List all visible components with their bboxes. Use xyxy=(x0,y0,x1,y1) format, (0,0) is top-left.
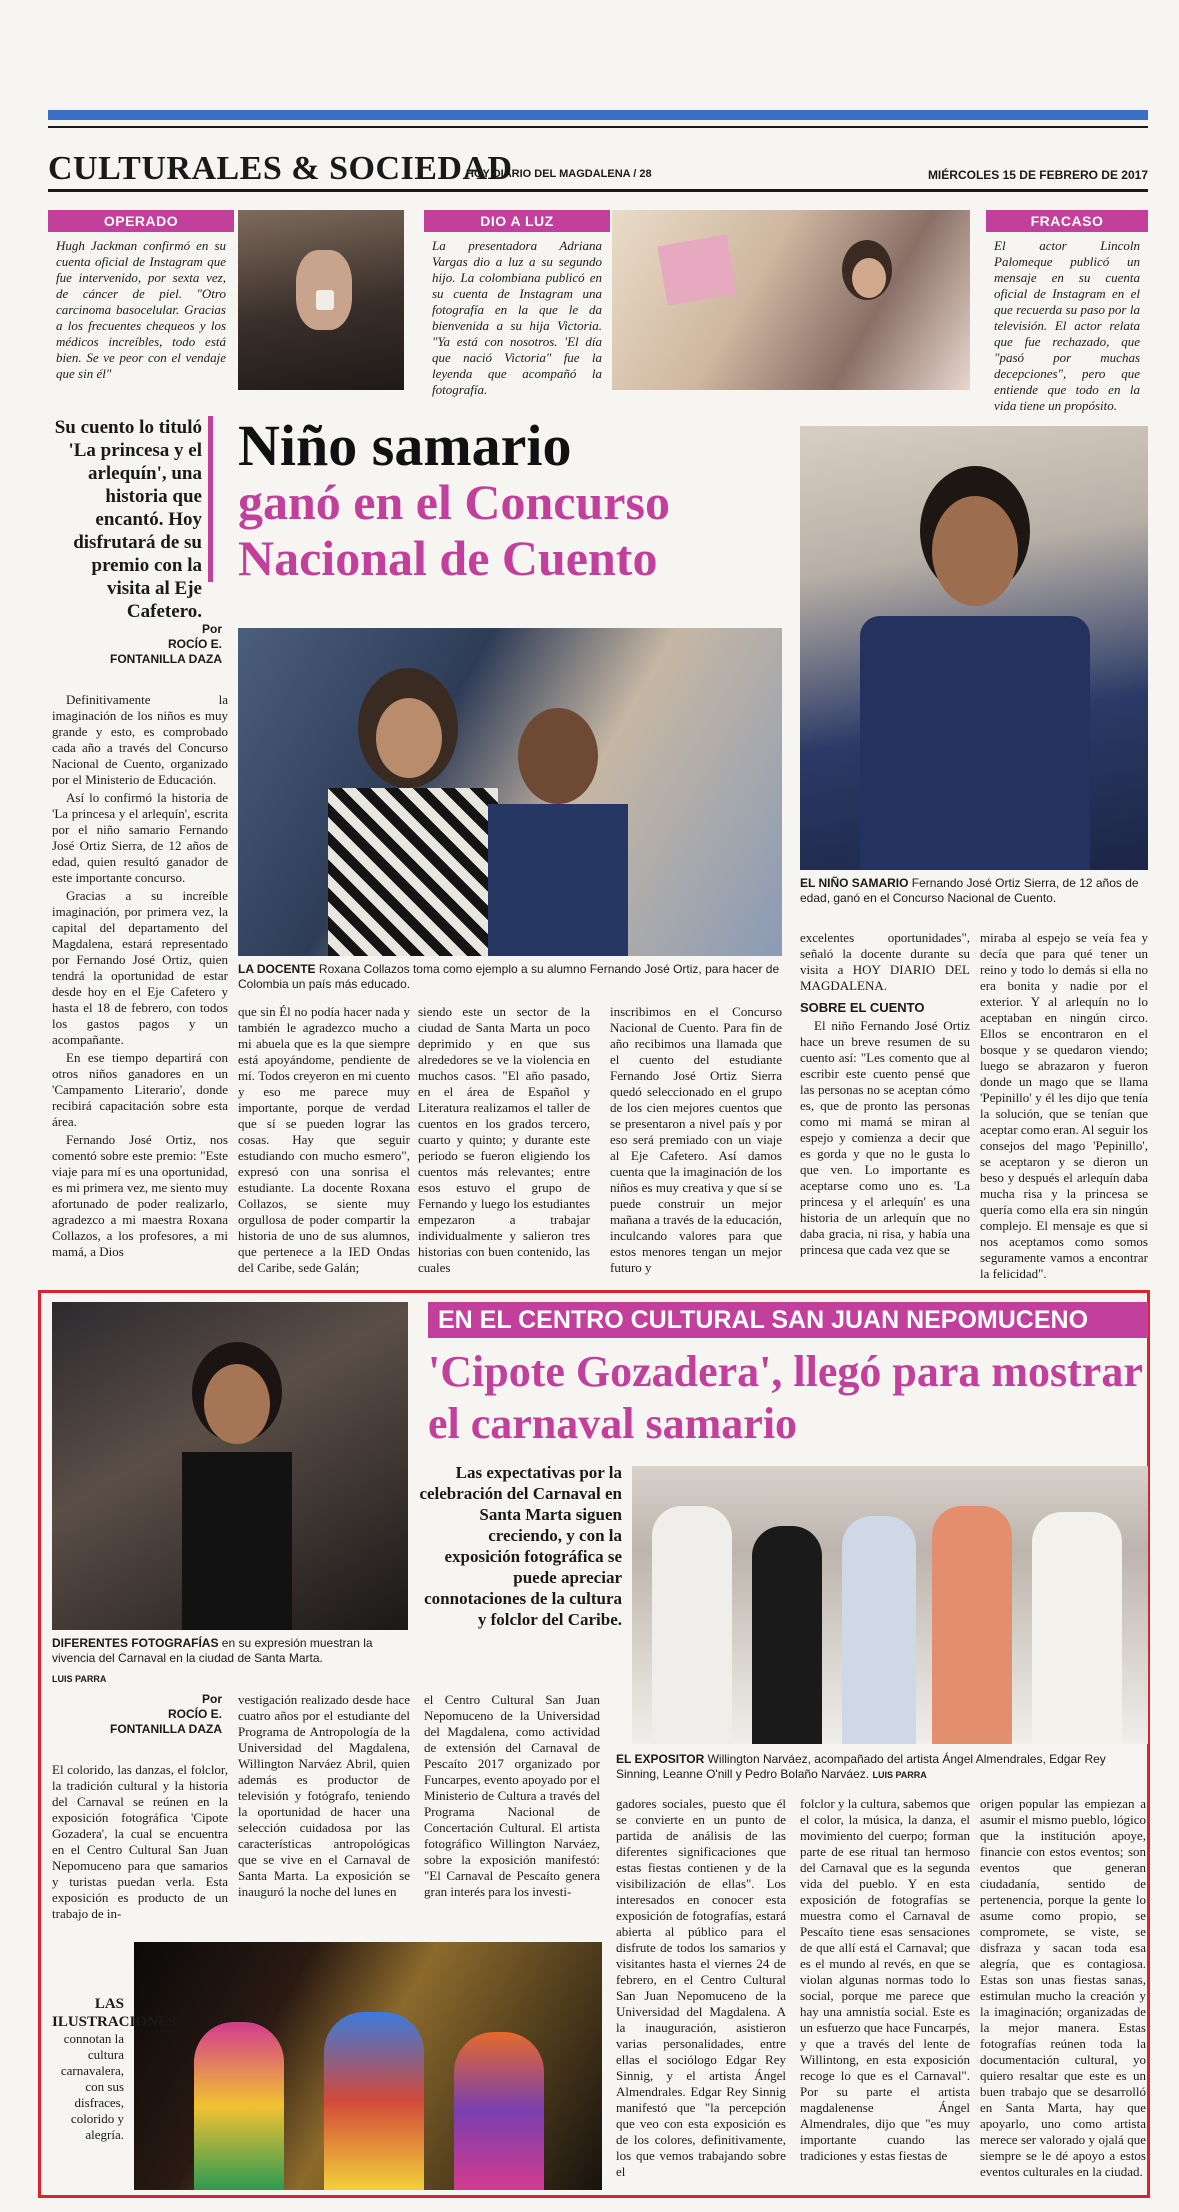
story1-column-4: inscribimos en el Concurso Nacional de Cuento. Para fin de año recibimos una llamada que el cuento del estudiante Fernando José Ortiz Sierra quedó seleccionado en el grupo de los cien mejores cuentos que se presentaron a nivel país y por eso será premiado con un viaje al Eje Cafetero. Así damos cuenta que la imaginación de los niños es muy creativa y que sí se puede construir un mejor mañana a través de la educación, inculcando valores para que estos menores tengan un mejor futuro y xyxy=(610,1004,782,1275)
story2-column-5: folclor y la cultura, sabemos que el color, la música, la danza, el movimiento del cuerpo; forman parte de ese ritual tan hermoso del Carnaval que es la segunda vida del pueblo. Y en esta exposición de fotografías se muestra como el Carnaval de Pescaíto tiene esas sensaciones de que allí está el Carnaval; que es el mundo al revés, en que se violan algunas normas todo lo social, porque me parece que hay una amnistía social. Este es un esfuerzo que hace Funcarpés, y que a través del lente de Willintong, en esta exposición recoge lo que es el Carnaval". Por su parte el artista magdalenense Ángel Almendrales, dijo que "es muy importante cuando las tradiciones y estas fiestas de xyxy=(800,1796,970,2163)
paragraph: excelentes oportunidades", señaló la docente durante su visita a HOY DIARIO DEL MAGDALENA. xyxy=(800,930,970,993)
brief-text: El actor Lincoln Palomeque publicó un mensaje en su cuenta oficial de Instagram en el que recuerda su paso por la televisión. El actor relata que fue rechazado, que "pasó por muchas decepciones", pero que entiende que todo en la vida tiene un propósito. xyxy=(994,238,1140,413)
byline-por: Por xyxy=(201,622,222,636)
caption-text: en su expresión muestran la vivencia del Carnaval en la ciudad de Santa Marta. xyxy=(52,1636,373,1665)
caption-label: EL EXPOSITOR xyxy=(616,1752,705,1766)
story1-column-3: siendo este un sector de la ciudad de Santa Marta un poco deprimido y en que sus alrededores se ve la violencia en muchos casos. "El año pasado, en el área de Español y Literatura realizamos el taller de cuentos en los grados tercero, cuarto y quinto; y durante este periodo se fueron eligiendo los cuentos más relevantes; entre esos estuvo el grupo de Fernando y luego los estudiantes empezaron a trabajar individualmente y salieron tres historias con buen contenido, las cuales xyxy=(418,1004,590,1275)
byline-name: ROCÍO E. FONTANILLA DAZA xyxy=(110,1707,222,1736)
paragraph: Gracias a su increíble imaginación, por primera vez, la capital del departamento del Magdalena, estará representado por Fernando José Ortiz, quien tendrá la oportunidad de estar desde hoy en el Eje Cafetero y hasta el 18 de febrero, con todos los gastos pagos y un acompañante. xyxy=(52,888,228,1047)
teacher-photo-caption xyxy=(238,962,782,992)
label-text: connotan la cultura carnavalera, con sus disfraces, colorido y alegría. xyxy=(60,2031,124,2142)
photo1-caption xyxy=(52,1636,408,1666)
story2-column-6: origen popular las empiezan a asumir el mismo pueblo, lógico que la institución apoye, financie con estos eventos; son eventos que generan ciudadanía, sentido de pertenencia, porque la gente lo asume como propio, se compromete, se viste, se disfraza y sacan toda esa alegría, que es contagiosa. Estas son unas fiestas sanas, estimulan mucho la creación y la imaginación; organizadas de la mejor manera. Estas fotografías reúnen toda la documentación cultural, yo quiero resaltar que este es un buen trabajo que se desarrolló en Santa Marta, hay que apoyarlo, uno como artista merece ser valorado y ojalá que siempre se le dé apoyo a estos eventos culturales en la ciudad. xyxy=(980,1796,1146,2179)
story2-column-1: El colorido, las danzas, el folclor, la tradición cultural y la historia del Carnaval se reúnen en la exposición fotográfica 'Cipote Gozadera', la cual se encuentra en el Centro Cultural San Juan Nepomuceno para que samarios y turistas puedan verla. Esta exposición es producto de un trabajo de in- xyxy=(52,1762,228,1921)
hugh-jackman-photo xyxy=(238,210,404,390)
story1-column-1 xyxy=(52,692,228,1280)
section-title: CULTURALES & SOCIEDAD xyxy=(48,150,513,187)
student-photo-caption xyxy=(800,876,1148,906)
paragraph: Definitivamente la imaginación de los niños es muy grande y esto, es comprobado cada año a través del Concurso Nacional de Cuento, organizado por el Ministerio de Educación. xyxy=(52,692,228,787)
byline-name: ROCÍO E. FONTANILLA DAZA xyxy=(110,637,222,666)
label-title: LAS ILUSTRACIONES xyxy=(52,1996,177,2030)
story2-kicker: EN EL CENTRO CULTURAL SAN JUAN NEPOMUCENO xyxy=(428,1302,1148,1338)
caption-text: Willington Narváez, acompañado del artista Ángel Almendrales, Edgar Rey Sinning, Leanne O'nill y Pedro Bolaño Narváez. xyxy=(616,1752,1106,1781)
story1-column-2: que sin Él no podía hacer nada y también le agradezco mucho a mi abuela que es la que siempre está apoyándome, pendiente de mí. Todos creyeron en mi cuento y eso me parece muy importante, porque de verdad que sí se pueden lograr las cosas. Hay que seguir estudiando con mucho esmero", expresó con una sonrisa el estudiante. La docente Roxana Collazos, se siente muy orgullosa de poder compartir la historia de uno de sus alumnos, que pertenece a la IED Ondas del Caribe, sede Galán; xyxy=(238,1004,410,1275)
teacher-student-photo xyxy=(238,628,782,956)
top-color-bar xyxy=(48,110,1148,120)
headline-line-1: Niño samario xyxy=(238,413,572,478)
caption-label: DIFERENTES FOTOGRAFÍAS xyxy=(52,1636,219,1650)
paragraph: El niño Fernando José Ortiz hace un breve resumen de su cuento así: "Les comento que al escribir este cuento pensé que las personas no se aceptan cómo es, que de pronto las personas como mi mamá se miran al espejo y comienza a decir que es gorda y que no le gusta lo que ven. Lo importante es aceptarse como uno es. 'La princesa y el arlequín' es una historia de un arlequín que no daba gracia, ni risa, y había una princesa que cada vez que se xyxy=(800,1018,970,1257)
brief-fracaso xyxy=(986,210,1148,413)
story2-column-3: el Centro Cultural San Juan Nepomuceno de la Universidad del Magdalena, como actividad de extensión del Carnaval de Pescaíto 2017 organizado por Funcarpes, evento apoyado por el Ministerio de Cultura a través del Programa Nacional de Concertación Cultural. El artista fotográfico Willington Narváez, sobre la exposición manifestó: "El Carnaval de Pescaíto genera gran interés para los investi- xyxy=(424,1692,600,1899)
brief-text: La presentadora Adriana Vargas dio a luz a su segundo hijo. La colombiana publicó en su cuenta de Instagram una fotografía en la que le da bienvenida a su hija Victoria. "Ya está con nosotros. 'El día que nació Victoria" fue la leyenda que acompañó la fotografía. xyxy=(432,238,602,397)
story2-headline: 'Cipote Gozadera', llegó para mostrar el carnaval samario xyxy=(428,1347,1143,1448)
photo1-credit: LUIS PARRA xyxy=(52,1674,107,1684)
brief-tag: DIO A LUZ xyxy=(424,210,610,232)
story2-byline xyxy=(110,1692,222,1737)
page-header xyxy=(48,148,1148,192)
caption-text: Fernando José Ortiz Sierra, de 12 años de edad, ganó en el Concurso Nacional de Cuento. xyxy=(800,876,1139,905)
caption-label: LA DOCENTE xyxy=(238,962,316,976)
student-portrait-photo xyxy=(800,426,1148,870)
photo2-caption xyxy=(616,1752,1148,1783)
story1-column-5 xyxy=(800,930,970,1280)
exhibitor-group-photo xyxy=(632,1466,1148,1744)
story2-lede: Las expectativas por la celebración del Carnaval en Santa Marta siguen creciendo, y con la exposición fotográfica se puede apreciar connotaciones de la cultura y folclor del Caribe. xyxy=(419,1463,622,1629)
brief-tag: OPERADO xyxy=(48,210,234,232)
carnival-photo-label xyxy=(52,1995,177,2143)
paper-page-label: HOY DIARIO DEL MAGDALENA / 28 xyxy=(466,168,652,180)
carnival-costumes-photo xyxy=(134,1942,602,2190)
pull-quote-bar xyxy=(208,416,213,582)
subhead-sobre-el-cuento: SOBRE EL CUENTO xyxy=(800,1000,925,1015)
story1-byline xyxy=(110,622,222,667)
brief-tag: FRACASO xyxy=(986,210,1148,232)
top-rule xyxy=(48,126,1148,128)
paragraph: Fernando José Ortiz, nos comentó sobre este premio: "Este viaje para mí es una oportunidad, es mi primera vez, me siento muy afortunado de poder realizarlo, agradezco a mi maestra Roxana Collazos, a los profesores, a mi mamá, a Dios xyxy=(52,1132,228,1259)
story2-column-2: vestigación realizado desde hace cuatro años por el estudiante del Programa de Antropología de la Universidad del Magdalena, Willington Narváez Abril, quien además es productor de televisión y fotógrafo, teniendo la oportunidad de hacer una selección cuidadosa por las características antropológicas que se vive en el Carnaval de Santa Marta. La exposición se inauguró la noche del lunes en xyxy=(238,1692,410,1899)
story1-column-6: miraba al espejo se veía fea y decía que para qué tener un reino y todo lo demás si ella no era bonita y nadie por el exterior. Y al arlequín no lo aceptaban en ningún circo. Ellos se encontraron en el bosque y se quedaron viendo; luego se abrazaron y fueron donde un mago que se llama 'Pepinillo' y él les dijo que tenía la solución, que se tenían que aceptar como eran. Al seguir los consejos del mago 'Pepinillo', se aceptaron y se dieron un beso y después el arlequín daba mucha risa y la princesa se quería como ella era sin ningún complejo. El mensaje es que si nos aceptamos como somos seguramente vamos a encontrar la felicidad". xyxy=(980,930,1148,1280)
paragraph: Así lo confirmó la historia de 'La princesa y el arlequín', escrita por el niño samario Fernando José Ortiz Sierra, de 12 años de edad, quien resultó ganador de este importante concurso. xyxy=(52,790,228,885)
caption-label: EL NIÑO SAMARIO xyxy=(800,876,909,890)
brief-operado xyxy=(48,210,234,396)
story2-column-4: gadores sociales, puesto que él se convierte en un punto de partida de análisis de las diferentes significaciones que estas fiestas contienen y de la visibilización de ellas". Los interesados en conocer esta exposición de fotografías, estará abierta al público para el disfrute de todos los samarios y visitantes hasta el viernes 24 de febrero, en el Centro Cultural San Juan Nepomuceno de la Universidad del Magdalena. A la inauguración, asistieron varias personalidades, entre ellas el sociólogo Edgar Rey Sinnig, y el artista Ángel Almendrales. Edgar Rey Sinnig manifestó que "la percepción que veo con esta exposición es de los colores, definitivamente, los que vemos trabajando sobre el xyxy=(616,1796,786,2179)
byline-por: Por xyxy=(201,1692,222,1706)
brief-dio-a-luz xyxy=(424,210,610,396)
headline-line-2: ganó en el Concurso Nacional de Cuento xyxy=(238,474,670,586)
pull-quote: Su cuento lo tituló 'La princesa y el arlequín', una historia que encantó. Hoy disfrutará de su premio con la visita al Eje Cafetero. xyxy=(54,417,202,622)
adriana-vargas-photo xyxy=(612,210,970,390)
caption-text: Roxana Collazos toma como ejemplo a su alumno Fernando José Ortiz, para hacer de Colombia un país más educado. xyxy=(238,962,780,991)
brief-text: Hugh Jackman confirmó en su cuenta oficial de Instagram que fue intervenido, por sexta vez, de cáncer de piel. "Otro carcinoma basocelular. Gracias a los frecuentes chequeos y los médicos increíbles, todo está bien. Se ve peor con el vendaje que sin él" xyxy=(56,238,226,381)
story1-headline xyxy=(238,413,798,586)
issue-date: MIÉRCOLES 15 DE FEBRERO DE 2017 xyxy=(927,168,1148,182)
photo2-credit: LUIS PARRA xyxy=(872,1770,927,1780)
paragraph: En ese tiempo departirá con otros niños ganadores en un 'Campamento Literario', donde recibirá capacitación sobre esta área. xyxy=(52,1050,228,1129)
exhibition-woman-photo xyxy=(52,1302,408,1630)
